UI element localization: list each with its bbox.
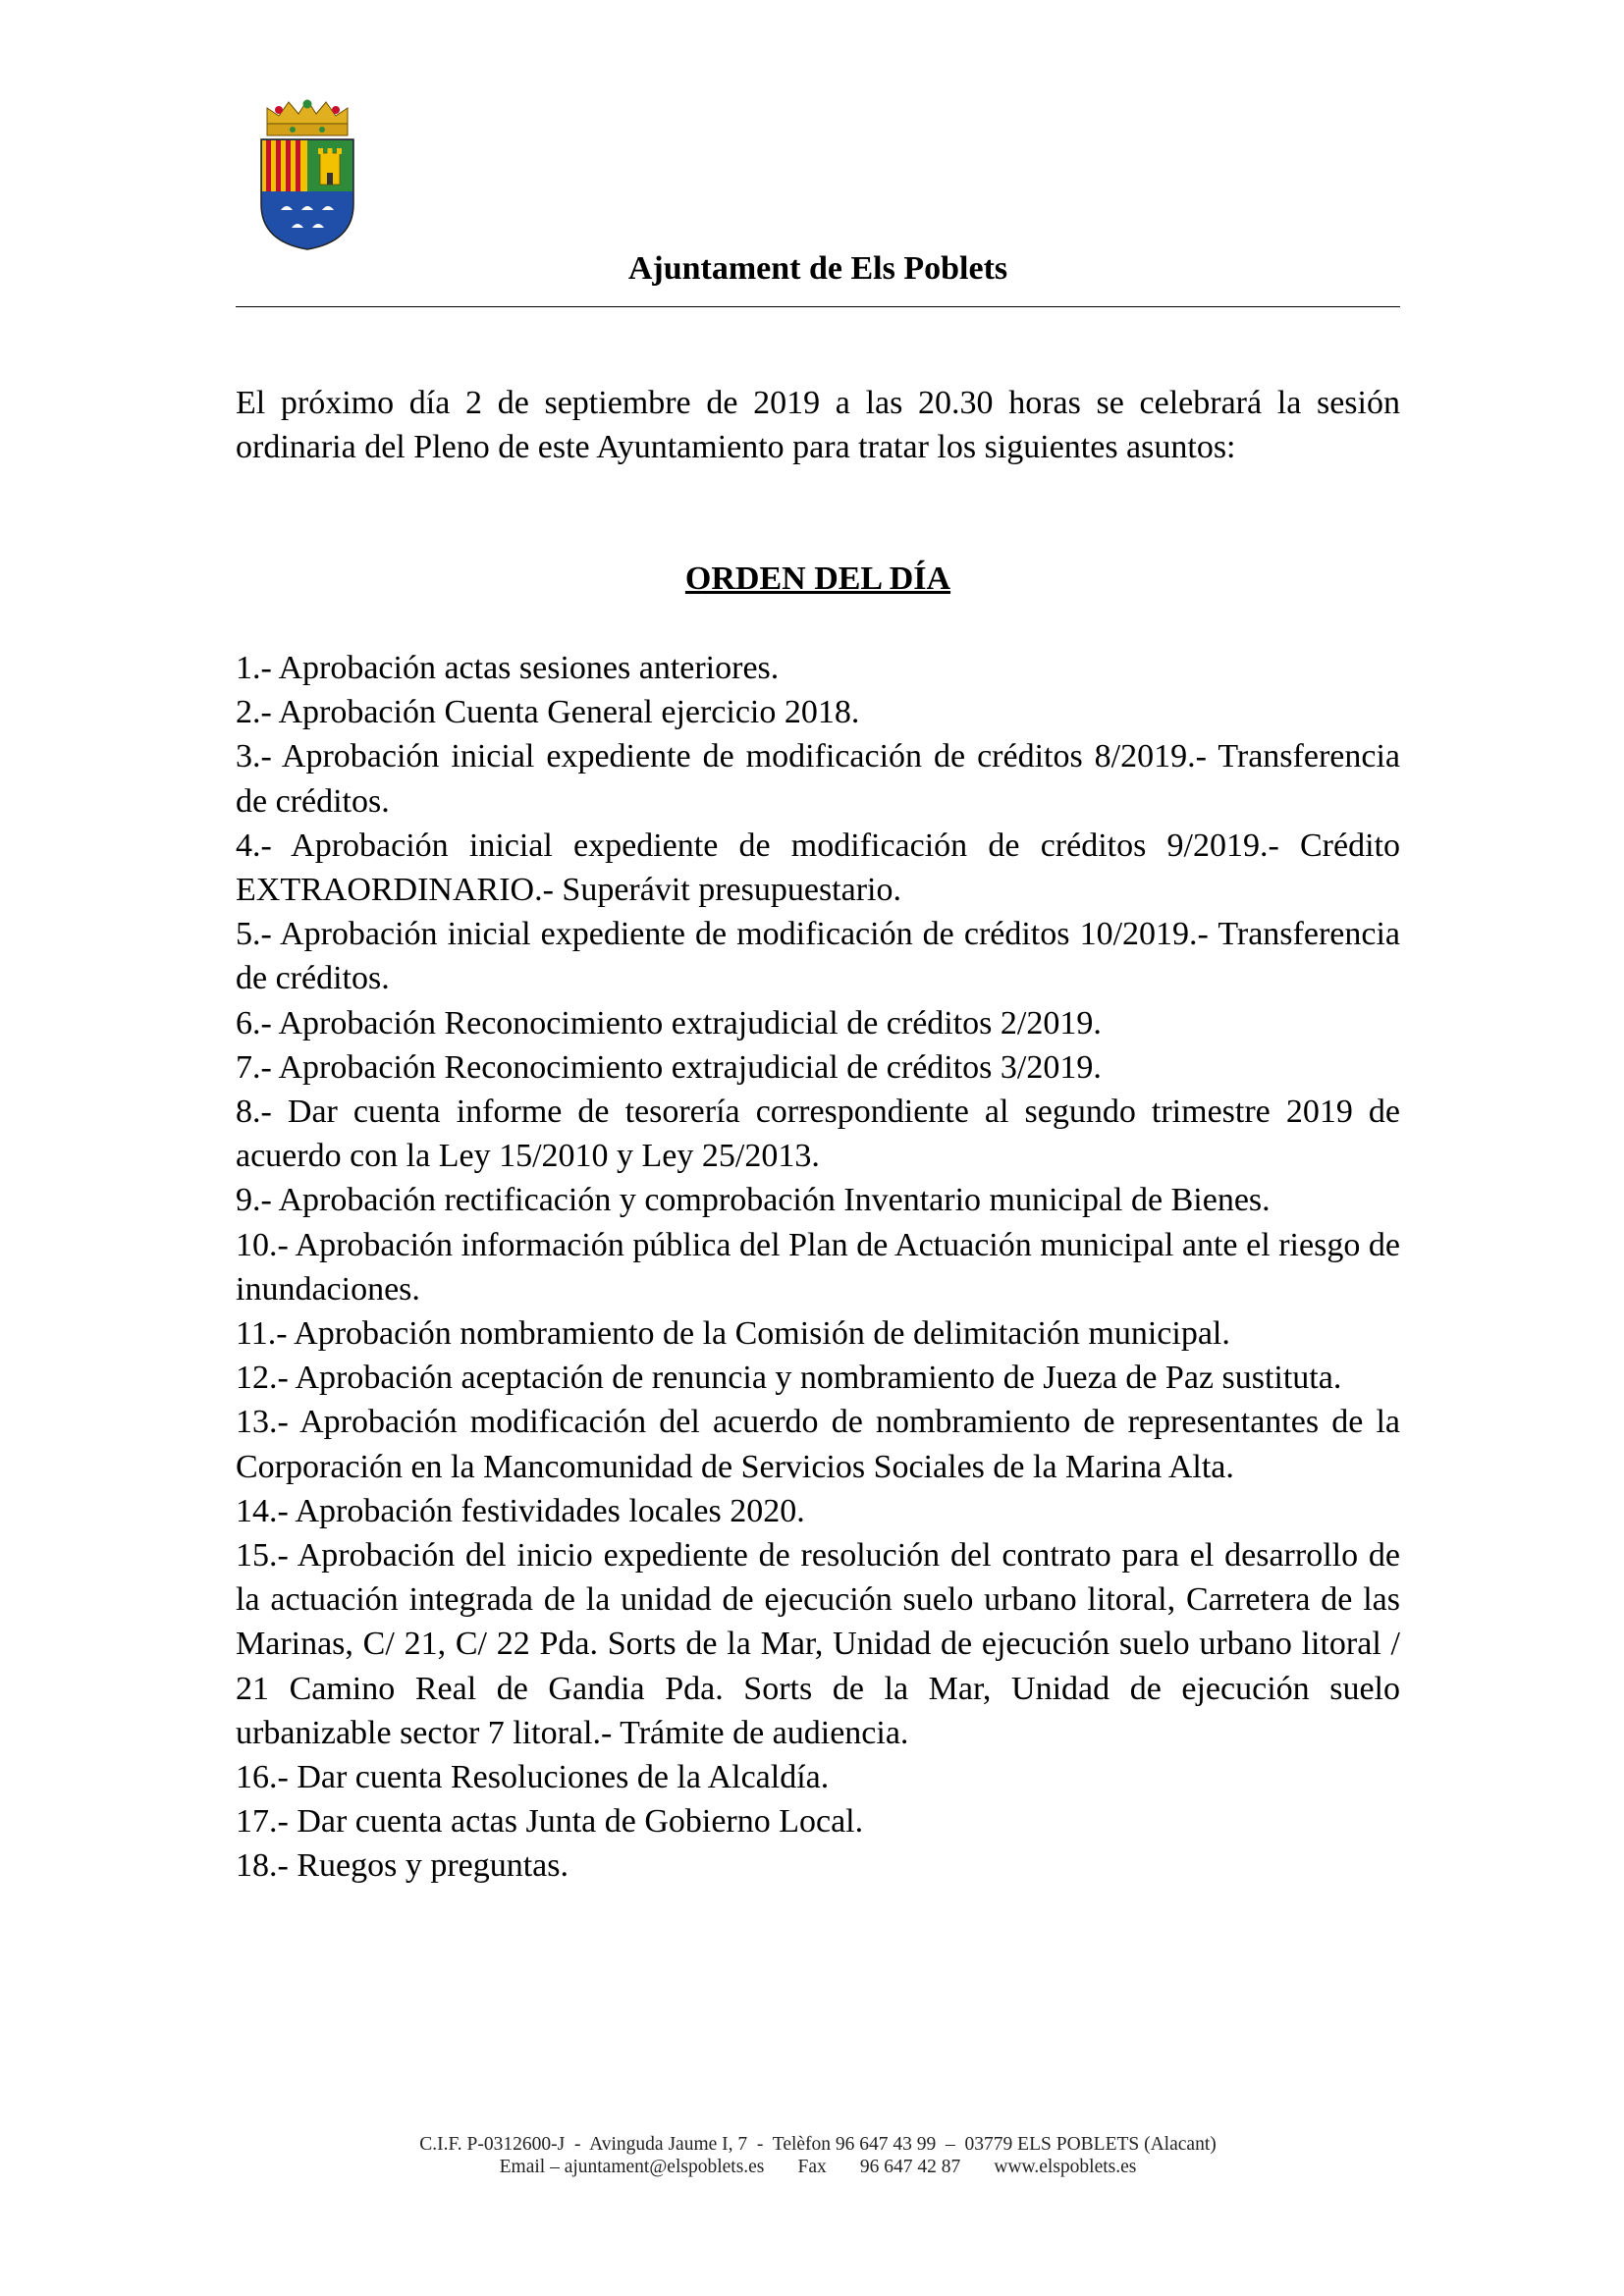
footer-contact: Email – ajuntament@elspoblets.es Fax 96 647 42 87 www.elspoblets.es <box>499 2157 1137 2177</box>
footer-address: C.I.F. P-0312600-J - Avinguda Jaume I, 7 - Telèfon 96 647 43 99 – 03779 ELS POBLETS (Alacant) <box>419 2134 1217 2155</box>
list-item: 18.- Ruegos y preguntas. <box>236 1847 569 1885</box>
intro-paragraph: El próximo día 2 de septiembre de 2019 a las 20.30 horas se celebrará la sesión ordinaria del Pleno de este Ayuntamiento para tratar los siguientes asuntos: <box>236 385 1400 465</box>
list-item: 12.- Aprobación aceptación de renuncia y nombramiento de Jueza de Paz sustituta. <box>236 1360 1342 1397</box>
list-item: 2.- Aprobación Cuenta General ejercicio 2018. <box>236 694 860 731</box>
agenda-list <box>236 646 1400 1889</box>
list-item: 7.- Aprobación Reconocimiento extrajudicial de créditos 3/2019. <box>236 1048 1102 1086</box>
shield-icon <box>261 139 353 249</box>
list-item: 9.- Aprobación rectificación y comprobación Inventario municipal de Bienes. <box>236 1182 1271 1219</box>
page-title: Ajuntament de Els Poblets <box>627 250 1008 287</box>
page-footer <box>236 2133 1400 2178</box>
coat-of-arms-icon <box>253 96 361 251</box>
crown-icon <box>267 100 348 136</box>
list-item: 10.- Aprobación información pública del Plan de Actuación municipal ante el riesgo de inundaciones. <box>236 1226 1400 1308</box>
list-item: 1.- Aprobación actas sesiones anteriores. <box>236 650 780 686</box>
list-item: 15.- Aprobación del inicio expediente de resolución del contrato para el desarrollo de la actuación integrada de la unidad de ejecución suelo urbano litoral, Carretera de las Marinas, C/ 21, C/ 22 Pda. Sorts de la Mar, Unidad de ejecución suelo urbano litoral / 21 Camino Real de Gandia Pda. Sorts de la Mar, Unidad de ejecución suelo urbanizable sector 7 litoral.- Trámite de audiencia. <box>236 1537 1400 1751</box>
list-item: 3.- Aprobación inicial expediente de modificación de créditos 8/2019.- Transferencia de créditos. <box>236 738 1400 820</box>
list-item: 4.- Aprobación inicial expediente de modificación de créditos 9/2019.- Crédito EXTRAORDINARIO.- Superávit presupuestario. <box>236 827 1400 909</box>
list-item: 5.- Aprobación inicial expediente de modificación de créditos 10/2019.- Transferencia de créditos. <box>236 916 1400 997</box>
list-item: 17.- Dar cuenta actas Junta de Gobierno Local. <box>236 1803 864 1841</box>
list-item: 14.- Aprobación festividades locales 2020. <box>236 1492 805 1529</box>
list-item: 8.- Dar cuenta informe de tesorería correspondiente al segundo trimestre 2019 de acuerdo con la Ley 15/2010 y Ley 25/2013. <box>236 1094 1400 1175</box>
list-item: 13.- Aprobación modificación del acuerdo de nombramiento de representantes de la Corporación en la Mancomunidad de Servicios Sociales de la Marina Alta. <box>236 1404 1400 1485</box>
list-item: 6.- Aprobación Reconocimiento extrajudicial de créditos 2/2019. <box>236 1004 1102 1041</box>
agenda-title: ORDEN DEL DÍA <box>684 561 951 597</box>
list-item: 16.- Dar cuenta Resoluciones de la Alcaldía. <box>236 1759 830 1796</box>
list-item: 11.- Aprobación nombramiento de la Comisión de delimitación municipal. <box>236 1315 1230 1353</box>
header-divider <box>236 306 1400 307</box>
